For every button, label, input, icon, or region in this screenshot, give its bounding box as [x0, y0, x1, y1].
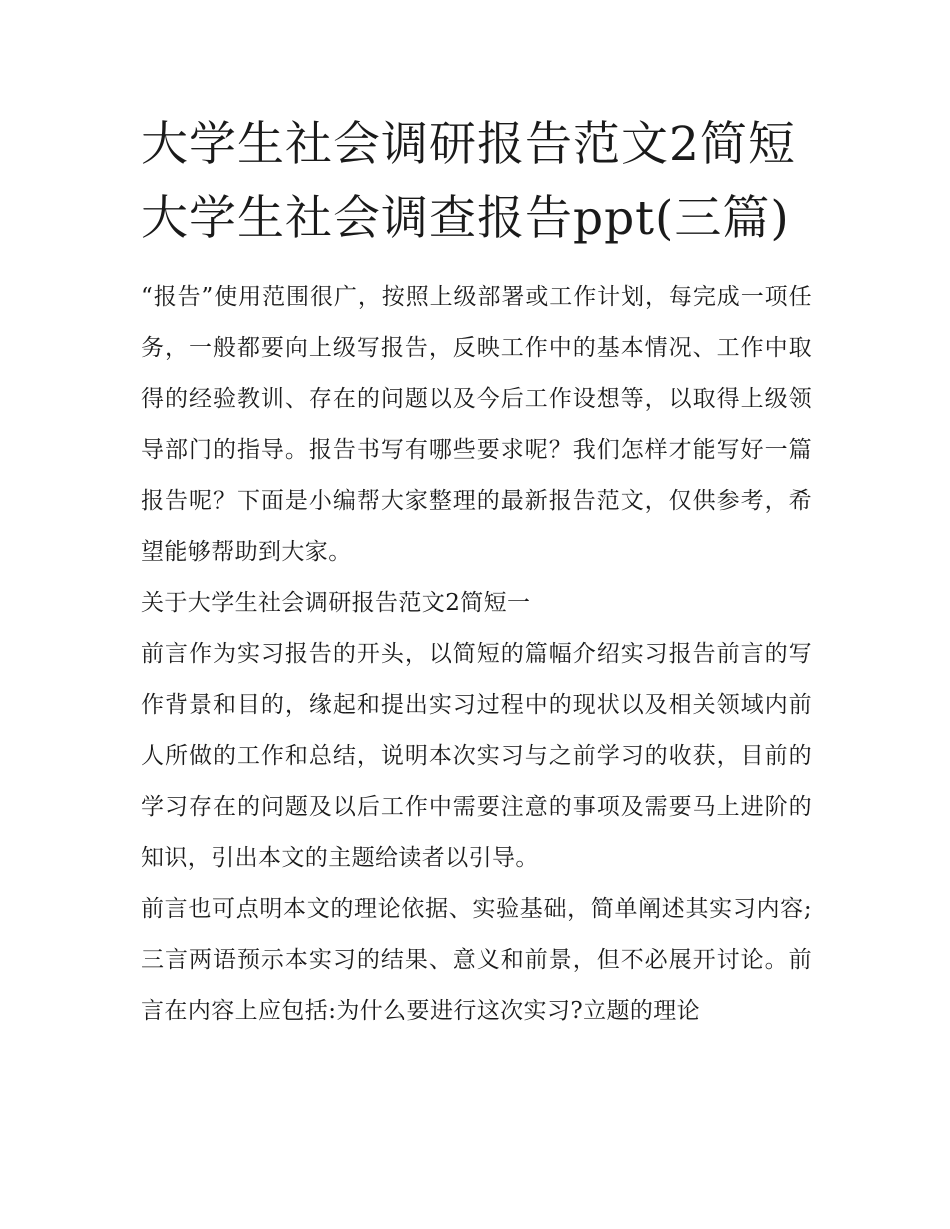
body-paragraph: 前言作为实习报告的开头，以简短的篇幅介绍实习报告前言的写作背景和目的，缘起和提出实习过程中的现状以及相关领域内前人所做的工作和总结，说明本次实习与之前学习的收获，目前的学习存在的问题及以后工作中需要注意的事项及需要马上进阶的知识，引出本文的主题给读者以引导。	[141, 641, 812, 871]
intro-paragraph: “报告”使用范围很广，按照上级部署或工作计划，每完成一项任务，一般都要向上级写报告，反映工作中的基本情况、工作中取得的经验教训、存在的问题以及今后工作设想等，以取得上级领导部门的指导。报告书写有哪些要求呢？我们怎样才能写好一篇报告呢？下面是小编帮大家整理的最新报告范文，仅供参考，希望能够帮助到大家。	[141, 284, 812, 565]
section-heading: 关于大学生社会调研报告范文2简短一	[141, 590, 531, 616]
document-title: 大学生社会调研报告范文2简短 大学生社会调查报告ppt(三篇)	[141, 117, 796, 246]
body-paragraph: 前言也可点明本文的理论依据、实验基础，简单阐述其实习内容;三言两语预示本实习的结果、意义和前景，但不必展开讨论。前言在内容上应包括:为什么要进行这次实习?立题的理论	[141, 896, 812, 1024]
document-body	[141, 272, 812, 1037]
